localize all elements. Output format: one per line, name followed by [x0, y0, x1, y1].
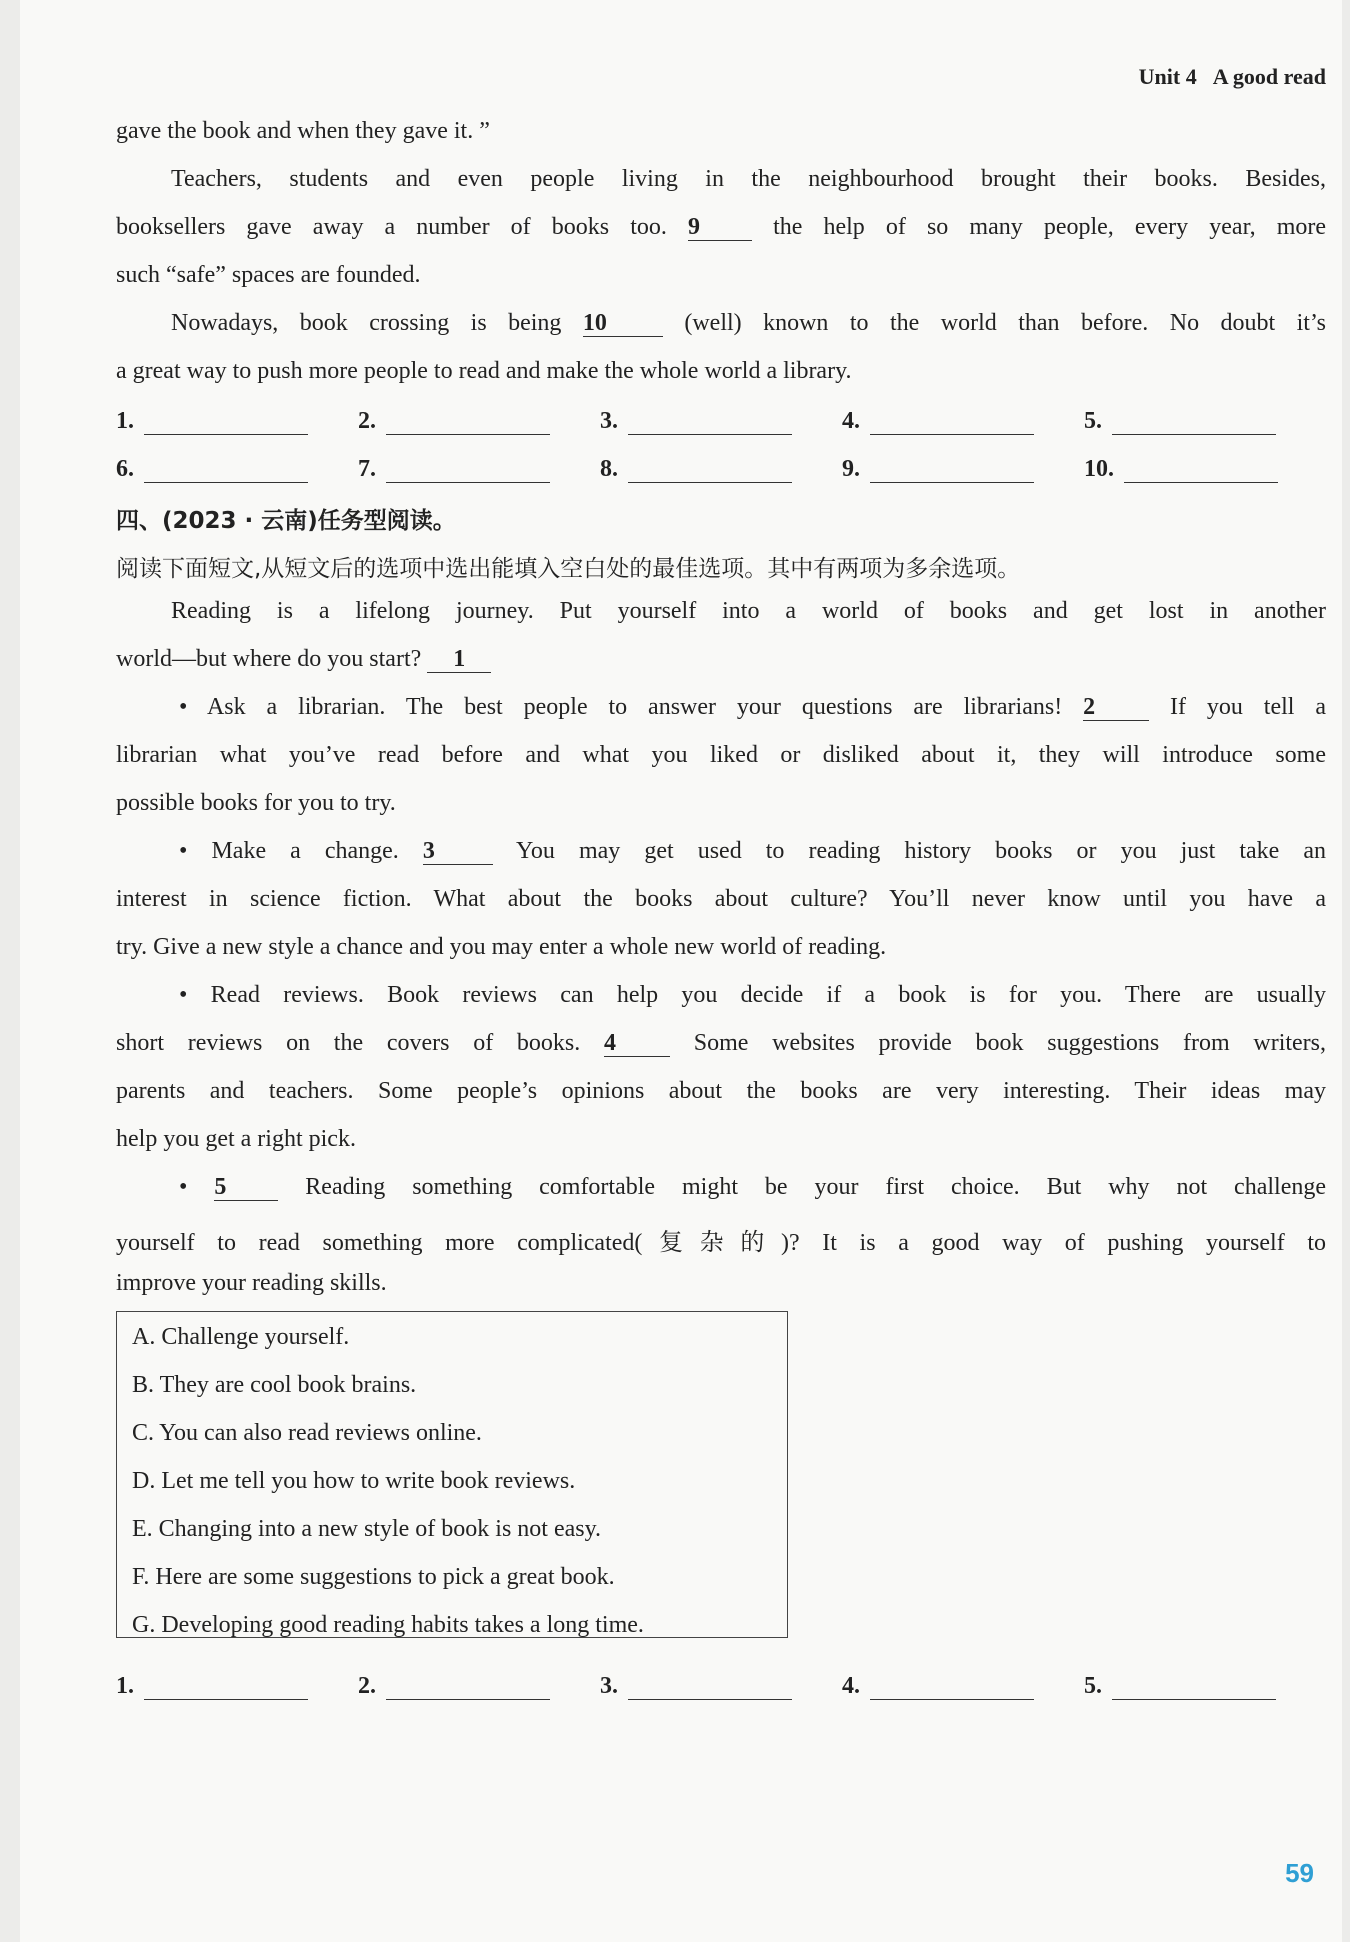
answer-line[interactable] [386, 1671, 550, 1700]
answer-line[interactable] [870, 1671, 1034, 1700]
answer-field[interactable]: 5. [1084, 1671, 1276, 1700]
text-segment: You may get used to reading history books or you just take an [516, 838, 1327, 864]
text-segment: short reviews on the covers of books. [116, 1030, 581, 1056]
passage2-line: parents and teachers. Some people’s opinions about the books are very interesting. Their ideas may [116, 1078, 1326, 1104]
answer-field[interactable]: 1. [116, 1671, 308, 1700]
option-f: F. Here are some suggestions to pick a great book. [132, 1564, 615, 1590]
answer-line[interactable] [870, 406, 1034, 435]
option-b: B. They are cool book brains. [132, 1372, 417, 1398]
passage1-line: such “safe” spaces are founded. [116, 262, 421, 288]
passage2-line: yourself to read something more complicated(复杂的)? It is a good way of pushing yourself to [116, 1230, 1326, 1256]
answer-line[interactable] [386, 406, 550, 435]
header-unit: Unit 4 [1138, 64, 1197, 89]
answer-line[interactable] [628, 454, 792, 483]
blank-1: 1 [427, 647, 491, 673]
text-segment: • Ask a librarian. The best people to answer your questions are librarians! [179, 694, 1063, 720]
text-segment: world—but where do you start? [116, 646, 422, 672]
option-a: A. Challenge yourself. [132, 1324, 350, 1350]
passage2-line [179, 694, 1326, 721]
blank-5: 5 [214, 1175, 278, 1201]
blank-4: 4 [604, 1031, 670, 1057]
page-number: 59 [1285, 1858, 1314, 1888]
answer-line[interactable] [1124, 454, 1278, 483]
text-segment: booksellers gave away a number of books too. [116, 214, 667, 240]
answer-field[interactable]: 7. [358, 454, 550, 483]
passage2-line [116, 1030, 1326, 1057]
passage2-line: • Read reviews. Book reviews can help you decide if a book is for you. There are usually [179, 982, 1326, 1008]
answer-field[interactable]: 9. [842, 454, 1034, 483]
passage2-line: interest in science fiction. What about the books about culture? You’ll never know until you have a [116, 886, 1326, 912]
workbook-page [20, 0, 1342, 1942]
passage1-line: gave the book and when they gave it. ” [116, 118, 490, 144]
blank-10: 10 [583, 311, 663, 337]
section-instruction: 阅读下面短文,从短文后的选项中选出能填入空白处的最佳选项。其中有两项为多余选项。 [116, 556, 1021, 582]
passage1-line: a great way to push more people to read and make the whole world a library. [116, 358, 852, 384]
passage2-line [116, 646, 1326, 673]
answer-line[interactable] [870, 454, 1034, 483]
answer-field[interactable]: 2. [358, 1671, 550, 1700]
option-d: D. Let me tell you how to write book reviews. [132, 1468, 576, 1494]
passage2-line: improve your reading skills. [116, 1270, 387, 1296]
options-box [116, 1311, 788, 1638]
blank-2: 2 [1083, 695, 1149, 721]
passage2-line: Reading is a lifelong journey. Put yourself into a world of books and get lost in another [171, 598, 1326, 624]
answer-field[interactable]: 8. [600, 454, 792, 483]
answer-line[interactable] [628, 406, 792, 435]
blank-3: 3 [423, 839, 493, 865]
blank-9: 9 [688, 215, 752, 241]
text-segment: the help of so many people, every year, more [773, 214, 1327, 240]
option-g: G. Developing good reading habits takes a long time. [132, 1612, 644, 1638]
text-segment: • [179, 1174, 188, 1200]
section-title: 四、(2023 · 云南)任务型阅读。 [116, 508, 456, 534]
answer-field[interactable]: 3. [600, 1671, 792, 1700]
passage2-line: librarian what you’ve read before and what you liked or disliked about it, they will introduce some [116, 742, 1326, 768]
answer-field[interactable]: 10. [1084, 454, 1278, 483]
text-segment: • Make a change. [179, 838, 399, 864]
passage1-line: Teachers, students and even people living in the neighbourhood brought their books. Besides, [171, 166, 1326, 192]
passage2-line: try. Give a new style a chance and you may enter a whole new world of reading. [116, 934, 887, 960]
text-segment: Nowadays, book crossing is being [171, 310, 562, 336]
option-c: C. You can also read reviews online. [132, 1420, 482, 1446]
passage1-line [116, 214, 1326, 241]
option-e: E. Changing into a new style of book is not easy. [132, 1516, 602, 1542]
answer-line[interactable] [386, 454, 550, 483]
passage2-line: possible books for you to try. [116, 790, 396, 816]
answer-line[interactable] [1112, 406, 1276, 435]
answer-field[interactable]: 1. [116, 406, 308, 435]
answer-line[interactable] [1112, 1671, 1276, 1700]
text-segment: Reading something comfortable might be your first choice. But why not challenge [305, 1174, 1327, 1200]
text-segment: (well) known to the world than before. No doubt it’s [684, 310, 1326, 336]
text-segment: Some websites provide book suggestions from writers, [693, 1030, 1327, 1056]
text-segment: If you tell a [1170, 694, 1327, 720]
passage2-line: help you get a right pick. [116, 1126, 356, 1152]
header-title: A good read [1212, 64, 1326, 89]
passage2-line [179, 1174, 1326, 1201]
answer-field[interactable]: 4. [842, 406, 1034, 435]
answer-field[interactable]: 4. [842, 1671, 1034, 1700]
answer-line[interactable] [144, 454, 308, 483]
answer-field[interactable]: 2. [358, 406, 550, 435]
answer-line[interactable] [144, 406, 308, 435]
answer-field[interactable]: 6. [116, 454, 308, 483]
answer-line[interactable] [628, 1671, 792, 1700]
answer-line[interactable] [144, 1671, 308, 1700]
running-header [1139, 64, 1326, 90]
passage2-line [179, 838, 1326, 865]
passage1-line [171, 310, 1326, 337]
answer-field[interactable]: 5. [1084, 406, 1276, 435]
answer-field[interactable]: 3. [600, 406, 792, 435]
